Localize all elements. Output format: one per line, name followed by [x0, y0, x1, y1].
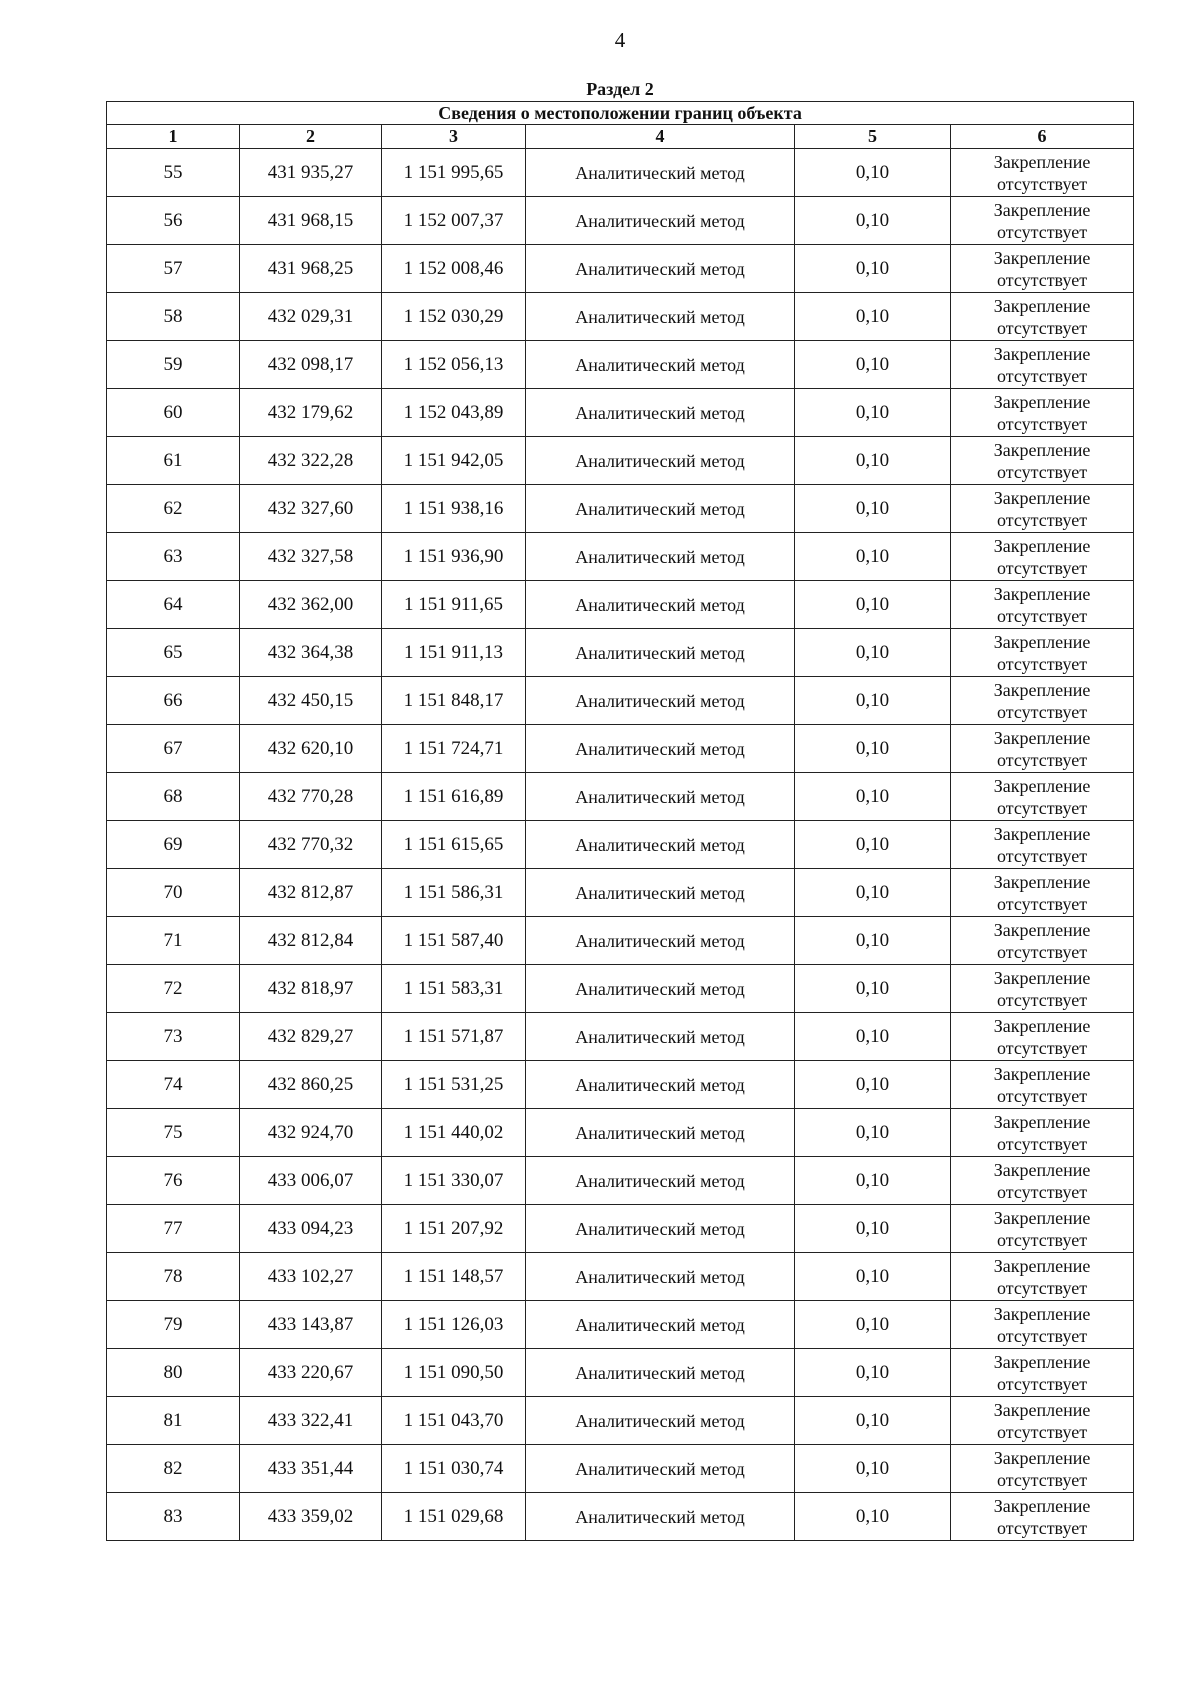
- coordinate-x: 432 818,97: [240, 965, 382, 1013]
- coordinate-y: 1 151 911,65: [382, 581, 526, 629]
- fixation-line-2: отсутствует: [997, 1325, 1088, 1346]
- coordinate-y: 1 151 942,05: [382, 437, 526, 485]
- accuracy-value: 0,10: [795, 677, 951, 725]
- point-number: 80: [107, 1349, 240, 1397]
- accuracy-value: 0,10: [795, 1205, 951, 1253]
- determination-method: Аналитический метод: [526, 1493, 795, 1541]
- fixation-description: [951, 725, 1134, 773]
- coordinate-y: 1 151 583,31: [382, 965, 526, 1013]
- fixation-line-2: отсутствует: [997, 461, 1088, 482]
- table-row: [107, 1205, 1134, 1253]
- coordinate-y: 1 151 126,03: [382, 1301, 526, 1349]
- fixation-line-1: Закрепление: [993, 247, 1091, 268]
- table-row: [107, 1061, 1134, 1109]
- determination-method: Аналитический метод: [526, 533, 795, 581]
- fixation-description: [951, 869, 1134, 917]
- accuracy-value: 0,10: [795, 1013, 951, 1061]
- coordinate-y: 1 151 029,68: [382, 1493, 526, 1541]
- fixation-line-1: Закрепление: [993, 391, 1091, 412]
- accuracy-value: 0,10: [795, 341, 951, 389]
- fixation-line-2: отсутствует: [997, 269, 1088, 290]
- fixation-line-2: отсутствует: [997, 509, 1088, 530]
- fixation-line-1: Закрепление: [993, 1063, 1091, 1084]
- point-number: 56: [107, 197, 240, 245]
- accuracy-value: 0,10: [795, 1253, 951, 1301]
- accuracy-value: 0,10: [795, 485, 951, 533]
- accuracy-value: 0,10: [795, 1349, 951, 1397]
- fixation-line-2: отсутствует: [997, 605, 1088, 626]
- fixation-line-2: отсутствует: [997, 797, 1088, 818]
- fixation-line-1: Закрепление: [993, 295, 1091, 316]
- fixation-line-2: отсутствует: [997, 893, 1088, 914]
- fixation-description: [951, 149, 1134, 197]
- coordinate-y: 1 152 007,37: [382, 197, 526, 245]
- fixation-line-2: отсутствует: [997, 1133, 1088, 1154]
- coordinate-x: 432 098,17: [240, 341, 382, 389]
- table-row: [107, 677, 1134, 725]
- coordinate-y: 1 151 571,87: [382, 1013, 526, 1061]
- table-caption-row: [107, 102, 1134, 125]
- coordinate-x: 431 935,27: [240, 149, 382, 197]
- coordinate-x: 433 143,87: [240, 1301, 382, 1349]
- fixation-line-1: Закрепление: [993, 1255, 1091, 1276]
- determination-method: Аналитический метод: [526, 821, 795, 869]
- fixation-description: [951, 965, 1134, 1013]
- coordinate-x: 433 351,44: [240, 1445, 382, 1493]
- point-number: 67: [107, 725, 240, 773]
- coordinate-x: 432 362,00: [240, 581, 382, 629]
- table-row: [107, 293, 1134, 341]
- table-row: [107, 1253, 1134, 1301]
- table-row: [107, 725, 1134, 773]
- table-body: [107, 149, 1134, 1541]
- fixation-line-1: Закрепление: [993, 871, 1091, 892]
- fixation-description: [951, 1013, 1134, 1061]
- coordinate-y: 1 151 911,13: [382, 629, 526, 677]
- point-number: 69: [107, 821, 240, 869]
- table-row: [107, 533, 1134, 581]
- accuracy-value: 0,10: [795, 245, 951, 293]
- point-number: 59: [107, 341, 240, 389]
- coordinate-x: 432 322,28: [240, 437, 382, 485]
- point-number: 73: [107, 1013, 240, 1061]
- coordinate-y: 1 151 936,90: [382, 533, 526, 581]
- coordinate-x: 431 968,15: [240, 197, 382, 245]
- table-row: [107, 581, 1134, 629]
- determination-method: Аналитический метод: [526, 1349, 795, 1397]
- table-row: [107, 1157, 1134, 1205]
- table-row: [107, 389, 1134, 437]
- table-row: [107, 965, 1134, 1013]
- fixation-line-2: отсутствует: [997, 365, 1088, 386]
- fixation-description: [951, 581, 1134, 629]
- table-row: [107, 1349, 1134, 1397]
- column-header: 2: [240, 125, 382, 149]
- fixation-line-1: Закрепление: [993, 1159, 1091, 1180]
- point-number: 63: [107, 533, 240, 581]
- determination-method: Аналитический метод: [526, 773, 795, 821]
- coordinate-x: 432 179,62: [240, 389, 382, 437]
- point-number: 82: [107, 1445, 240, 1493]
- accuracy-value: 0,10: [795, 437, 951, 485]
- table-row: [107, 149, 1134, 197]
- coordinate-x: 432 327,58: [240, 533, 382, 581]
- determination-method: Аналитический метод: [526, 581, 795, 629]
- coordinate-x: 433 220,67: [240, 1349, 382, 1397]
- table-row: [107, 485, 1134, 533]
- page-number: 4: [614, 28, 626, 52]
- accuracy-value: 0,10: [795, 821, 951, 869]
- coordinate-x: 433 102,27: [240, 1253, 382, 1301]
- determination-method: Аналитический метод: [526, 1013, 795, 1061]
- fixation-line-2: отсутствует: [997, 941, 1088, 962]
- determination-method: Аналитический метод: [526, 725, 795, 773]
- fixation-line-1: Закрепление: [993, 919, 1091, 940]
- point-number: 57: [107, 245, 240, 293]
- determination-method: Аналитический метод: [526, 629, 795, 677]
- coordinate-y: 1 151 848,17: [382, 677, 526, 725]
- accuracy-value: 0,10: [795, 965, 951, 1013]
- fixation-description: [951, 1205, 1134, 1253]
- coordinate-x: 433 094,23: [240, 1205, 382, 1253]
- fixation-description: [951, 1445, 1134, 1493]
- point-number: 70: [107, 869, 240, 917]
- determination-method: Аналитический метод: [526, 485, 795, 533]
- fixation-line-1: Закрепление: [993, 631, 1091, 652]
- fixation-description: [951, 677, 1134, 725]
- coordinate-x: 432 450,15: [240, 677, 382, 725]
- fixation-line-1: Закрепление: [993, 487, 1091, 508]
- fixation-line-1: Закрепление: [993, 967, 1091, 988]
- determination-method: Аналитический метод: [526, 1253, 795, 1301]
- coordinate-x: 433 006,07: [240, 1157, 382, 1205]
- accuracy-value: 0,10: [795, 1109, 951, 1157]
- point-number: 79: [107, 1301, 240, 1349]
- fixation-line-1: Закрепление: [993, 1111, 1091, 1132]
- accuracy-value: 0,10: [795, 149, 951, 197]
- fixation-line-2: отсутствует: [997, 653, 1088, 674]
- determination-method: Аналитический метод: [526, 1109, 795, 1157]
- fixation-line-1: Закрепление: [993, 1495, 1091, 1516]
- determination-method: Аналитический метод: [526, 389, 795, 437]
- coordinate-x: 432 924,70: [240, 1109, 382, 1157]
- coordinate-y: 1 151 616,89: [382, 773, 526, 821]
- coordinate-x: 432 620,10: [240, 725, 382, 773]
- coordinate-y: 1 151 148,57: [382, 1253, 526, 1301]
- fixation-description: [951, 341, 1134, 389]
- fixation-description: [951, 245, 1134, 293]
- determination-method: Аналитический метод: [526, 1301, 795, 1349]
- fixation-line-1: Закрепление: [993, 727, 1091, 748]
- table-row: [107, 821, 1134, 869]
- determination-method: Аналитический метод: [526, 1445, 795, 1493]
- section-title: Раздел 2: [586, 79, 654, 99]
- accuracy-value: 0,10: [795, 629, 951, 677]
- column-header: 5: [795, 125, 951, 149]
- fixation-line-2: отсутствует: [997, 701, 1088, 722]
- fixation-line-1: Закрепление: [993, 1015, 1091, 1036]
- fixation-description: [951, 917, 1134, 965]
- coordinate-y: 1 151 615,65: [382, 821, 526, 869]
- determination-method: Аналитический метод: [526, 965, 795, 1013]
- table-row: [107, 1013, 1134, 1061]
- table-row: [107, 341, 1134, 389]
- coordinate-x: 431 968,25: [240, 245, 382, 293]
- point-number: 55: [107, 149, 240, 197]
- point-number: 71: [107, 917, 240, 965]
- table-row: [107, 869, 1134, 917]
- point-number: 75: [107, 1109, 240, 1157]
- table-row: [107, 197, 1134, 245]
- fixation-description: [951, 1253, 1134, 1301]
- fixation-description: [951, 1061, 1134, 1109]
- fixation-line-1: Закрепление: [993, 775, 1091, 796]
- table-row: [107, 1493, 1134, 1541]
- fixation-line-1: Закрепление: [993, 1399, 1091, 1420]
- determination-method: Аналитический метод: [526, 149, 795, 197]
- fixation-line-2: отсутствует: [997, 1421, 1088, 1442]
- fixation-line-2: отсутствует: [997, 1277, 1088, 1298]
- table-row: [107, 917, 1134, 965]
- fixation-line-2: отсутствует: [997, 845, 1088, 866]
- point-number: 65: [107, 629, 240, 677]
- coordinate-y: 1 152 043,89: [382, 389, 526, 437]
- coordinate-x: 432 812,84: [240, 917, 382, 965]
- fixation-line-2: отсутствует: [997, 221, 1088, 242]
- point-number: 81: [107, 1397, 240, 1445]
- fixation-line-1: Закрепление: [993, 823, 1091, 844]
- fixation-line-2: отсутствует: [997, 557, 1088, 578]
- coordinate-x: 432 812,87: [240, 869, 382, 917]
- fixation-line-2: отсутствует: [997, 173, 1088, 194]
- determination-method: Аналитический метод: [526, 341, 795, 389]
- coordinate-y: 1 151 207,92: [382, 1205, 526, 1253]
- point-number: 68: [107, 773, 240, 821]
- fixation-line-1: Закрепление: [993, 1207, 1091, 1228]
- coordinate-x: 432 860,25: [240, 1061, 382, 1109]
- point-number: 64: [107, 581, 240, 629]
- coordinate-y: 1 151 586,31: [382, 869, 526, 917]
- fixation-line-2: отсутствует: [997, 1181, 1088, 1202]
- coordinate-y: 1 151 440,02: [382, 1109, 526, 1157]
- coordinate-x: 432 770,32: [240, 821, 382, 869]
- accuracy-value: 0,10: [795, 293, 951, 341]
- fixation-description: [951, 197, 1134, 245]
- table-row: [107, 437, 1134, 485]
- fixation-line-1: Закрепление: [993, 1351, 1091, 1372]
- accuracy-value: 0,10: [795, 581, 951, 629]
- point-number: 83: [107, 1493, 240, 1541]
- fixation-description: [951, 629, 1134, 677]
- fixation-line-1: Закрепление: [993, 535, 1091, 556]
- point-number: 78: [107, 1253, 240, 1301]
- accuracy-value: 0,10: [795, 869, 951, 917]
- accuracy-value: 0,10: [795, 533, 951, 581]
- coordinate-x: 432 029,31: [240, 293, 382, 341]
- table-row: [107, 773, 1134, 821]
- column-header: 6: [951, 125, 1134, 149]
- coordinate-x: 433 359,02: [240, 1493, 382, 1541]
- determination-method: Аналитический метод: [526, 245, 795, 293]
- coordinate-y: 1 152 030,29: [382, 293, 526, 341]
- determination-method: Аналитический метод: [526, 677, 795, 725]
- coordinate-x: 432 327,60: [240, 485, 382, 533]
- table-row: [107, 245, 1134, 293]
- point-number: 62: [107, 485, 240, 533]
- coordinate-y: 1 151 724,71: [382, 725, 526, 773]
- fixation-description: [951, 437, 1134, 485]
- fixation-line-1: Закрепление: [993, 1303, 1091, 1324]
- fixation-description: [951, 773, 1134, 821]
- fixation-line-2: отсутствует: [997, 1373, 1088, 1394]
- fixation-line-2: отсутствует: [997, 1229, 1088, 1250]
- point-number: 58: [107, 293, 240, 341]
- accuracy-value: 0,10: [795, 197, 951, 245]
- table-row: [107, 1445, 1134, 1493]
- accuracy-value: 0,10: [795, 773, 951, 821]
- fixation-line-1: Закрепление: [993, 151, 1091, 172]
- point-number: 76: [107, 1157, 240, 1205]
- point-number: 74: [107, 1061, 240, 1109]
- point-number: 61: [107, 437, 240, 485]
- accuracy-value: 0,10: [795, 1397, 951, 1445]
- fixation-description: [951, 1349, 1134, 1397]
- coordinate-y: 1 152 008,46: [382, 245, 526, 293]
- accuracy-value: 0,10: [795, 1157, 951, 1205]
- fixation-description: [951, 389, 1134, 437]
- coordinate-y: 1 151 090,50: [382, 1349, 526, 1397]
- determination-method: Аналитический метод: [526, 1157, 795, 1205]
- coordinate-y: 1 151 587,40: [382, 917, 526, 965]
- fixation-line-1: Закрепление: [993, 199, 1091, 220]
- fixation-line-1: Закрепление: [993, 343, 1091, 364]
- fixation-description: [951, 1301, 1134, 1349]
- fixation-line-2: отсутствует: [997, 1085, 1088, 1106]
- table-row: [107, 629, 1134, 677]
- fixation-description: [951, 293, 1134, 341]
- fixation-line-1: Закрепление: [993, 1447, 1091, 1468]
- fixation-line-2: отсутствует: [997, 413, 1088, 434]
- determination-method: Аналитический метод: [526, 869, 795, 917]
- determination-method: Аналитический метод: [526, 197, 795, 245]
- accuracy-value: 0,10: [795, 1301, 951, 1349]
- boundary-coordinates-table: [106, 101, 1134, 1541]
- accuracy-value: 0,10: [795, 1493, 951, 1541]
- accuracy-value: 0,10: [795, 1445, 951, 1493]
- point-number: 66: [107, 677, 240, 725]
- fixation-description: [951, 821, 1134, 869]
- fixation-description: [951, 533, 1134, 581]
- determination-method: Аналитический метод: [526, 1205, 795, 1253]
- coordinate-x: 432 770,28: [240, 773, 382, 821]
- fixation-description: [951, 1493, 1134, 1541]
- column-header: 4: [526, 125, 795, 149]
- table-row: [107, 1397, 1134, 1445]
- accuracy-value: 0,10: [795, 1061, 951, 1109]
- point-number: 77: [107, 1205, 240, 1253]
- fixation-line-2: отсутствует: [997, 989, 1088, 1010]
- coordinate-y: 1 151 995,65: [382, 149, 526, 197]
- coordinate-y: 1 151 531,25: [382, 1061, 526, 1109]
- column-header: 3: [382, 125, 526, 149]
- coordinate-y: 1 151 938,16: [382, 485, 526, 533]
- fixation-description: [951, 1397, 1134, 1445]
- coordinate-y: 1 151 330,07: [382, 1157, 526, 1205]
- coordinate-y: 1 151 043,70: [382, 1397, 526, 1445]
- fixation-line-1: Закрепление: [993, 679, 1091, 700]
- table-caption: Сведения о местоположении границ объекта: [107, 102, 1134, 125]
- coordinate-y: 1 151 030,74: [382, 1445, 526, 1493]
- coordinate-x: 433 322,41: [240, 1397, 382, 1445]
- fixation-description: [951, 1109, 1134, 1157]
- determination-method: Аналитический метод: [526, 293, 795, 341]
- determination-method: Аналитический метод: [526, 1061, 795, 1109]
- coordinate-x: 432 829,27: [240, 1013, 382, 1061]
- determination-method: Аналитический метод: [526, 437, 795, 485]
- fixation-description: [951, 485, 1134, 533]
- coordinate-y: 1 152 056,13: [382, 341, 526, 389]
- determination-method: Аналитический метод: [526, 917, 795, 965]
- fixation-line-2: отсутствует: [997, 1037, 1088, 1058]
- point-number: 60: [107, 389, 240, 437]
- fixation-line-1: Закрепление: [993, 439, 1091, 460]
- fixation-line-2: отсутствует: [997, 1469, 1088, 1490]
- coordinate-x: 432 364,38: [240, 629, 382, 677]
- accuracy-value: 0,10: [795, 389, 951, 437]
- table-row: [107, 1301, 1134, 1349]
- fixation-line-2: отсутствует: [997, 1517, 1088, 1538]
- fixation-description: [951, 1157, 1134, 1205]
- accuracy-value: 0,10: [795, 917, 951, 965]
- accuracy-value: 0,10: [795, 725, 951, 773]
- column-number-row: [107, 125, 1134, 149]
- table-row: [107, 1109, 1134, 1157]
- column-header: 1: [107, 125, 240, 149]
- fixation-line-2: отсутствует: [997, 749, 1088, 770]
- fixation-line-1: Закрепление: [993, 583, 1091, 604]
- point-number: 72: [107, 965, 240, 1013]
- determination-method: Аналитический метод: [526, 1397, 795, 1445]
- fixation-line-2: отсутствует: [997, 317, 1088, 338]
